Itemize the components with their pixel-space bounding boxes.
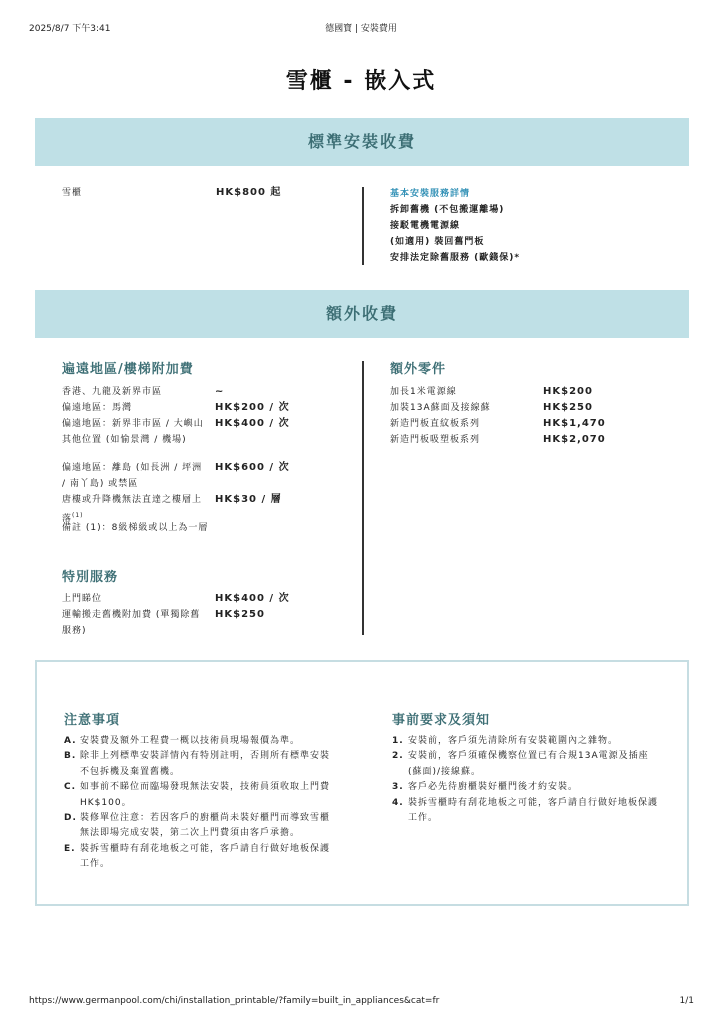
remote-row-price: HK$200 / 次 [215, 402, 290, 413]
parts-row-price: HK$200 [543, 386, 593, 397]
special-service-title: 特別服務 [62, 570, 119, 585]
parts-row-price: HK$250 [543, 402, 593, 413]
notes-item [64, 749, 332, 780]
standard-fee-banner: 標準安裝收費 [35, 118, 689, 166]
print-page-title: 德國寶 | 安裝費用 [325, 24, 397, 34]
requirements-item-mark: 4. [392, 797, 404, 808]
standard-details-title: 基本安裝服務詳情 [390, 189, 471, 199]
standard-item-price: HK$800 起 [216, 187, 282, 198]
parts-row-label: 新造門板直紋板系列 [390, 419, 481, 429]
parts-row-price: HK$2,070 [543, 434, 606, 445]
requirements-item-mark: 1. [392, 736, 404, 746]
requirements-item [392, 734, 662, 749]
requirements-item-text: 安裝前，客戶須先清除所有安裝範圍內之雜物。 [408, 736, 619, 746]
remote-row-label: 偏遠地區：離島 (如長洲 / 坪洲 / 南丫島) 或禁區 [62, 463, 203, 489]
notes-item-mark: E. [64, 843, 76, 854]
notes-list [64, 734, 332, 873]
extra-divider [362, 361, 364, 635]
requirements-list [392, 734, 662, 826]
extra-fee-banner: 額外收費 [35, 290, 689, 338]
notes-item-text: 如事前不睇位而臨場發現無法安裝，技術員須收取上門費HK$100。 [80, 782, 331, 808]
special-row-label: 運輸搬走舊機附加費 (單獨除舊服務) [62, 610, 201, 636]
remote-row-price: HK$600 / 次 [215, 462, 290, 473]
notes-item-mark: C. [64, 782, 77, 793]
remote-surcharge-title: 遍遠地區/樓梯附加費 [62, 362, 194, 377]
remote-row-label: 偏遠地區：新界非市區 / 大嶼山其他位置 (如愉景灣 / 機場) [62, 419, 204, 445]
requirements-item [392, 749, 662, 780]
requirements-item-text: 客戶必先待廚櫃裝好櫃門後才約安裝。 [408, 782, 579, 793]
parts-row-label: 加裝13A蘇面及接線蘇 [390, 403, 491, 413]
special-row-price: HK$250 [215, 609, 265, 620]
notes-item-mark: B. [64, 751, 77, 762]
remote-row-price: HK$30 / 層 [215, 494, 282, 505]
remote-footnote: 備註 (1)：8級梯級或以上為一層 [62, 523, 209, 533]
standard-detail-item: 安排法定除舊服務 (歐錢保)* [390, 253, 521, 263]
requirements-item-text: 安裝前，客戶須確保機察位置已有合規13A電源及插座(蘇面)/接線蘇。 [408, 751, 649, 777]
print-url: https://www.germanpool.com/chi/installation_printable/?family=built_in_appliances&cat=fr [29, 996, 440, 1006]
parts-row-price: HK$1,470 [543, 418, 606, 429]
extra-parts-title: 額外零件 [390, 362, 447, 377]
standard-detail-item: 接駁電機電源線 [390, 221, 461, 231]
notes-item-text: 除非上列標準安裝詳情內有特別註明，否則所有標準安裝不包拆機及棄置舊機。 [80, 751, 331, 777]
notes-title: 注意事項 [64, 713, 121, 728]
standard-item-label: 雪櫃 [62, 188, 83, 198]
parts-row-label: 新造門板吸塑板系列 [390, 435, 481, 445]
special-service-table [62, 591, 352, 641]
remote-row-price: HK$400 / 次 [215, 418, 290, 429]
standard-divider [362, 187, 364, 265]
standard-detail-item: (如適用) 裝回舊門板 [390, 237, 485, 247]
notes-item-text: 裝拆雪櫃時有刮花地板之可能，客戶請自行做好地板保護工作。 [80, 843, 331, 870]
standard-detail-item: 拆卸舊機 (不包搬運離場) [390, 205, 505, 215]
remote-row-label: 香港、九龍及新界市區 [62, 387, 163, 397]
requirements-item-mark: 2. [392, 751, 404, 762]
standard-details-list [390, 202, 520, 266]
print-datetime: 2025/8/7 下午3:41 [29, 24, 111, 34]
requirements-item-mark: 3. [392, 782, 404, 793]
special-row-label: 上門睇位 [62, 594, 103, 604]
notes-item-mark: A. [64, 736, 77, 746]
remote-row-price: ~ [215, 386, 225, 397]
footnote-marker: (1) [72, 512, 84, 519]
notes-item [64, 734, 332, 749]
parts-row-label: 加長1米電源線 [390, 387, 457, 397]
notes-item [64, 811, 332, 842]
requirements-title: 事前要求及須知 [392, 713, 491, 728]
page-title: 雪櫃 - 嵌入式 [285, 69, 437, 94]
print-page-number: 1/1 [679, 996, 694, 1006]
notes-item-text: 安裝費及額外工程費一概以技術員現場報價為準。 [80, 736, 301, 746]
requirements-item [392, 796, 662, 827]
requirements-item-text: 裝拆雪櫃時有刮花地板之可能，客戶請自行做好地板保護工作。 [408, 797, 659, 824]
special-row-price: HK$400 / 次 [215, 593, 290, 604]
notes-item-mark: D. [64, 813, 77, 824]
extra-parts-table [390, 384, 690, 450]
notes-item [64, 842, 332, 873]
remote-surcharge-table [62, 384, 352, 554]
remote-row-label-text: 唐樓或升降機無法直達之樓層上落 [62, 495, 203, 524]
notes-item-text: 裝修單位注意：若因客戶的廚櫃尚未裝好櫃門而導致雪櫃無法即場完成安裝，第二次上門費須由客戶承擔。 [80, 813, 331, 839]
remote-row-label: 偏遠地區：馬灣 [62, 403, 133, 413]
notes-item [64, 780, 332, 811]
requirements-item [392, 780, 662, 795]
